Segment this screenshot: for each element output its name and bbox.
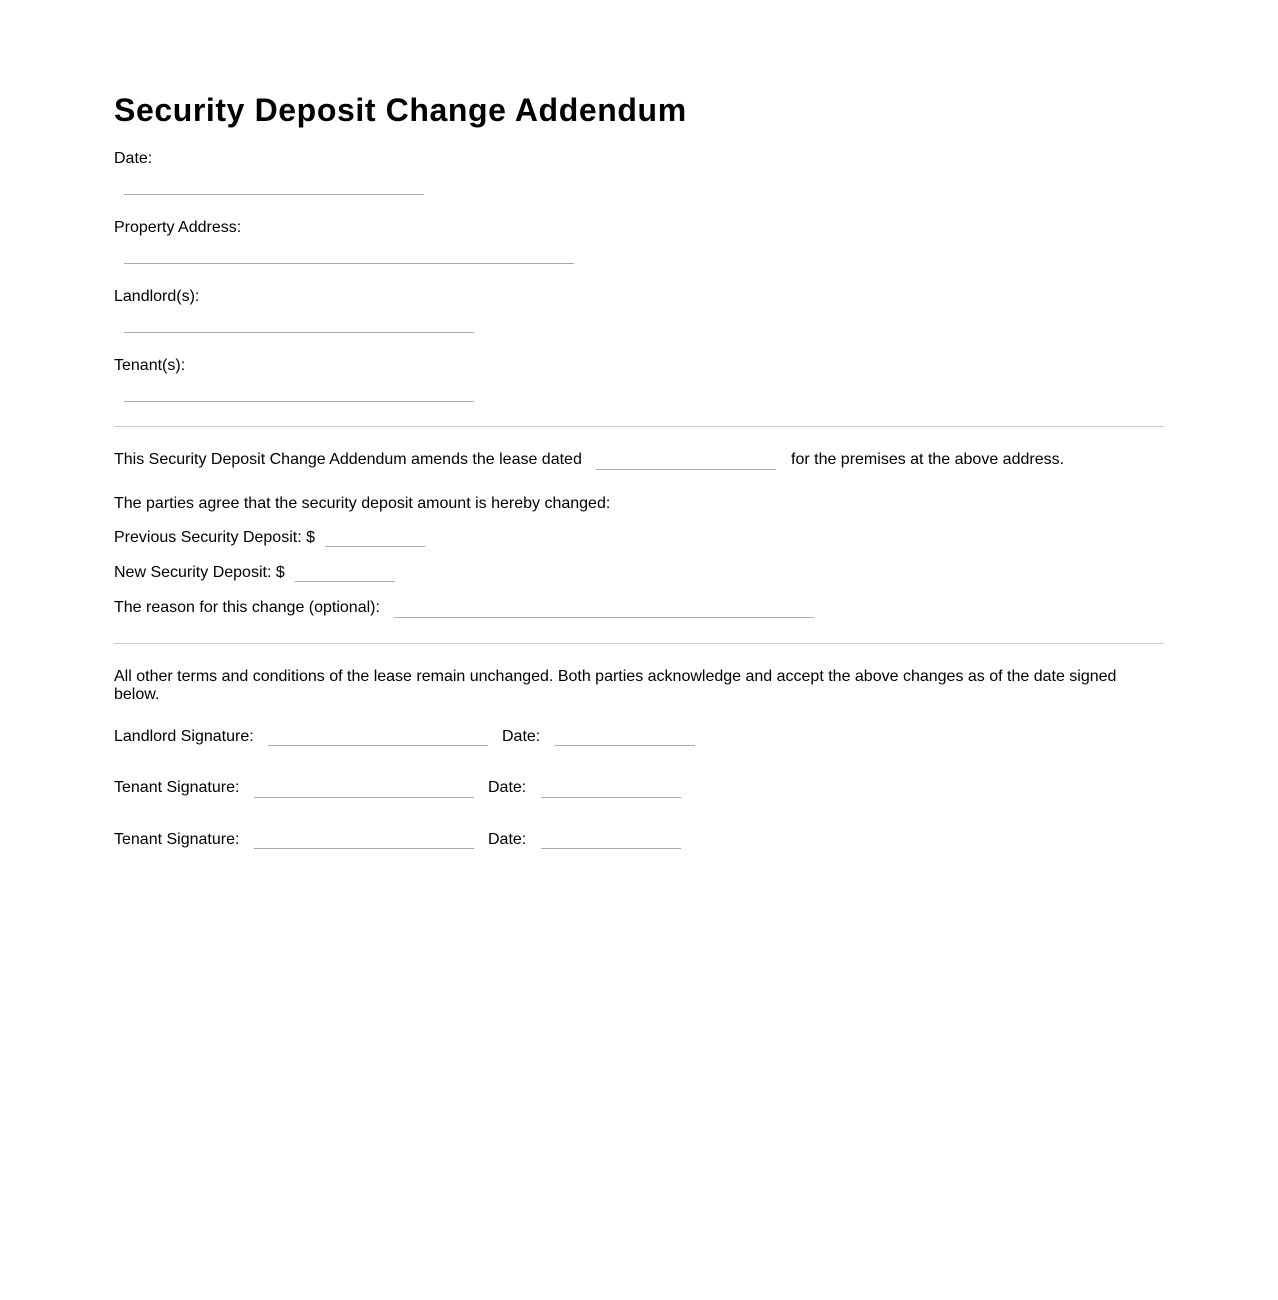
reason-field[interactable] [394,617,814,618]
tenant-signature-label: Tenant Signature: [114,831,240,848]
reason-label: The reason for this change (optional): [114,599,380,616]
landlords-field[interactable] [124,332,474,333]
property-address-field[interactable] [124,263,574,264]
date-field[interactable] [124,194,424,195]
tenant-signature-label: Tenant Signature: [114,779,240,796]
section-divider [114,643,1164,644]
closing-paragraph: All other terms and conditions of the lease remain unchanged. Both parties acknowledge and accept the above changes as of the date signed below. [114,668,1117,703]
amendment-text-after: for the premises at the above address. [791,451,1065,468]
landlord-signature-label: Landlord Signature: [114,728,254,745]
tenants-field[interactable] [124,401,474,402]
previous-deposit-label: Previous Security Deposit: $ [114,529,315,546]
tenant-date-field[interactable] [541,797,681,798]
tenant-date-label: Date: [488,779,527,796]
landlords-label: Landlord(s): [114,288,200,305]
tenant-signature-field[interactable] [254,797,474,798]
previous-deposit-field[interactable] [325,546,425,547]
lease-date-field[interactable] [596,469,776,470]
page-title: Security Deposit Change Addendum [114,92,687,128]
tenant-signature-field[interactable] [254,848,474,849]
section-divider [114,426,1164,427]
landlord-date-field[interactable] [555,745,695,746]
date-label: Date: [114,150,153,167]
amendment-text-before: This Security Deposit Change Addendum amends the lease dated [114,451,582,468]
tenant-date-field[interactable] [541,848,681,849]
landlord-date-label: Date: [502,728,541,745]
agreement-intro: The parties agree that the security deposit amount is hereby changed: [114,495,611,512]
new-deposit-field[interactable] [295,581,395,582]
new-deposit-label: New Security Deposit: $ [114,564,285,581]
landlord-signature-field[interactable] [268,745,488,746]
property-address-label: Property Address: [114,219,242,236]
tenants-label: Tenant(s): [114,357,186,374]
tenant-date-label: Date: [488,831,527,848]
